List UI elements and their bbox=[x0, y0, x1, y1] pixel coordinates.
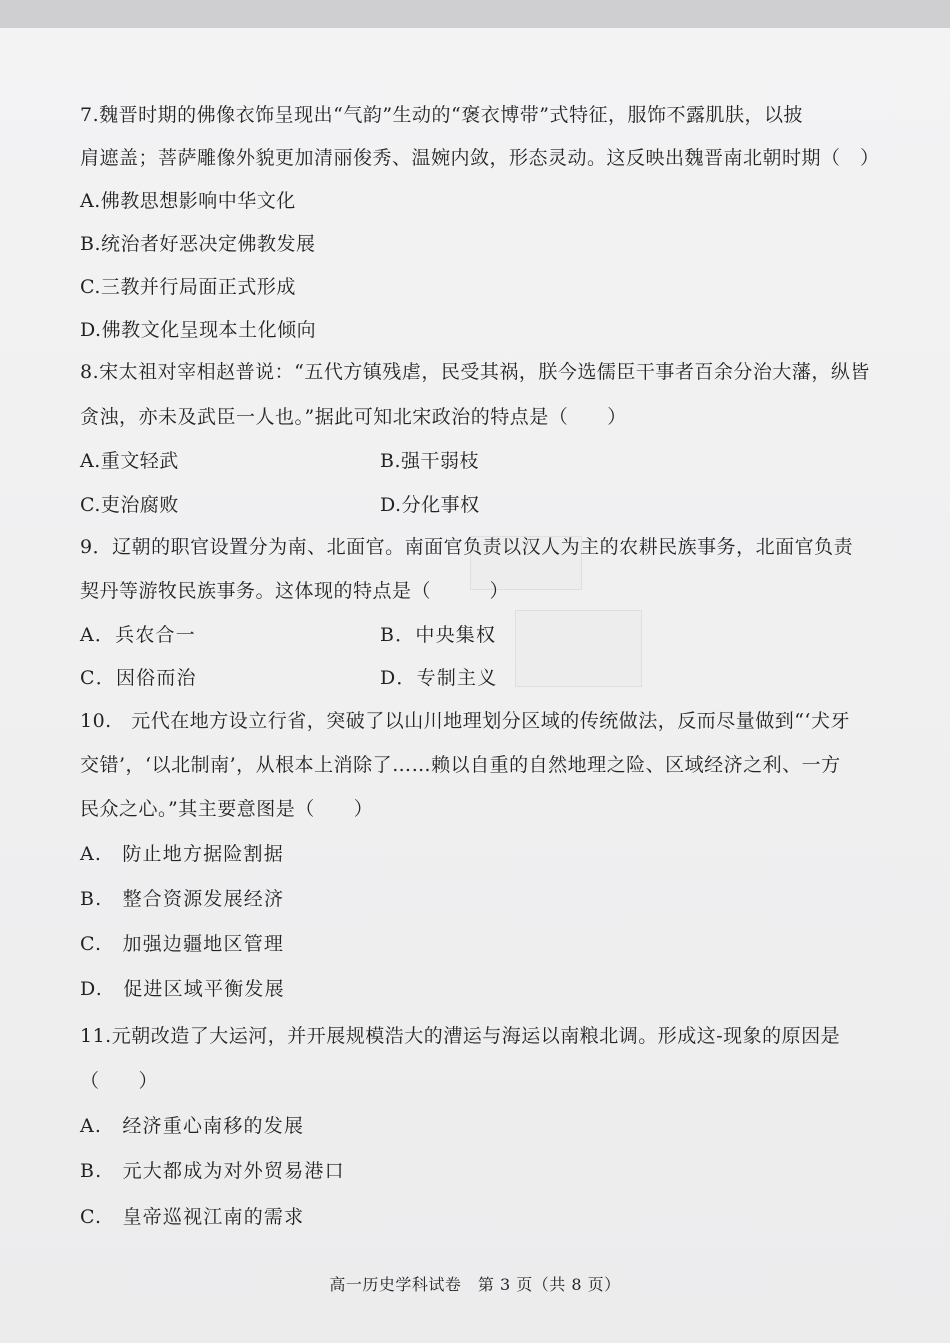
q8-option-d: D.分化事权 bbox=[380, 494, 480, 516]
q11-stem-line1: 11.元朝改造了大运河，并开展规模浩大的漕运与海运以南粮北调。形成这-现象的原因是 bbox=[80, 1025, 841, 1047]
q8-stem-line1: 8.宋太祖对宰相赵普说：“五代方镇残虐，民受其祸，朕今选儒臣干事者百余分治大藩，纵皆 bbox=[80, 361, 870, 383]
q8-options-row2 bbox=[80, 492, 870, 518]
q7-option-d: D.佛教文化呈现本土化倾向 bbox=[80, 319, 317, 341]
q11-stem-line2: （ ） bbox=[80, 1070, 159, 1092]
q9-option-a: A．兵农合一 bbox=[80, 624, 196, 646]
q10-stem-line1: 10. 元代在地方设立行省，突破了以山川地理划分区域的传统做法，反而尽量做到“‘犬牙 bbox=[80, 710, 850, 732]
q9-options-row2 bbox=[80, 665, 870, 691]
q8-option-c: C.吏治腐败 bbox=[80, 494, 179, 516]
q8-options-row1 bbox=[80, 448, 870, 474]
exam-page bbox=[0, 28, 950, 1343]
q10-option-b: B. 整合资源发展经济 bbox=[80, 888, 285, 910]
q10-option-c: C. 加强边疆地区管理 bbox=[80, 933, 285, 955]
q8-option-a: A.重文轻武 bbox=[80, 450, 179, 472]
q7-option-a: A.佛教思想影响中华文化 bbox=[80, 190, 296, 212]
q9-option-c: C．因俗而治 bbox=[80, 667, 197, 689]
q7-stem-line2: 肩遮盖；菩萨雕像外貌更加清丽俊秀、温婉内敛，形态灵动。这反映出魏晋南北朝时期（ ） bbox=[80, 147, 880, 169]
q10-option-a: A. 防止地方据险割据 bbox=[80, 843, 284, 865]
q11-option-b: B. 元大都成为对外贸易港口 bbox=[80, 1160, 345, 1182]
q10-stem-line2: 交错’，‘以北制南’，从根本上消除了……赖以自重的自然地理之险、区域经济之利、一方 bbox=[80, 754, 841, 776]
q10-option-d: D. 促进区域平衡发展 bbox=[80, 978, 285, 1000]
q9-options-row1 bbox=[80, 622, 870, 648]
q9-stem-line1: 9．辽朝的职官设置分为南、北面官。南面官负责以汉人为主的农耕民族事务，北面官负责 bbox=[80, 536, 854, 558]
q10-stem-line3: 民众之心。”其主要意图是（ ） bbox=[80, 798, 374, 820]
q8-option-b: B.强干弱枝 bbox=[380, 450, 480, 472]
q11-option-a: A. 经济重心南移的发展 bbox=[80, 1115, 305, 1137]
q7-stem-line1: 7.魏晋时期的佛像衣饰呈现出“气韵”生动的“褒衣博带”式特征，服饰不露肌肤，以披 bbox=[80, 104, 803, 126]
q9-option-d: D．专制主义 bbox=[380, 667, 498, 689]
q9-stem-line2: 契丹等游牧民族事务。这体现的特点是（ ） bbox=[80, 580, 510, 602]
q9-option-b: B．中央集权 bbox=[380, 624, 497, 646]
page-footer: 高一历史学科试卷 第 3 页（共 8 页） bbox=[329, 1275, 621, 1294]
q7-option-b: B.统治者好恶决定佛教发展 bbox=[80, 233, 316, 255]
q11-option-c: C. 皇帝巡视江南的需求 bbox=[80, 1206, 305, 1228]
q8-stem-line2: 贪浊，亦未及武臣一人也。”据此可知北宋政治的特点是（ ） bbox=[80, 406, 627, 428]
q7-option-c: C.三教并行局面正式形成 bbox=[80, 276, 296, 298]
